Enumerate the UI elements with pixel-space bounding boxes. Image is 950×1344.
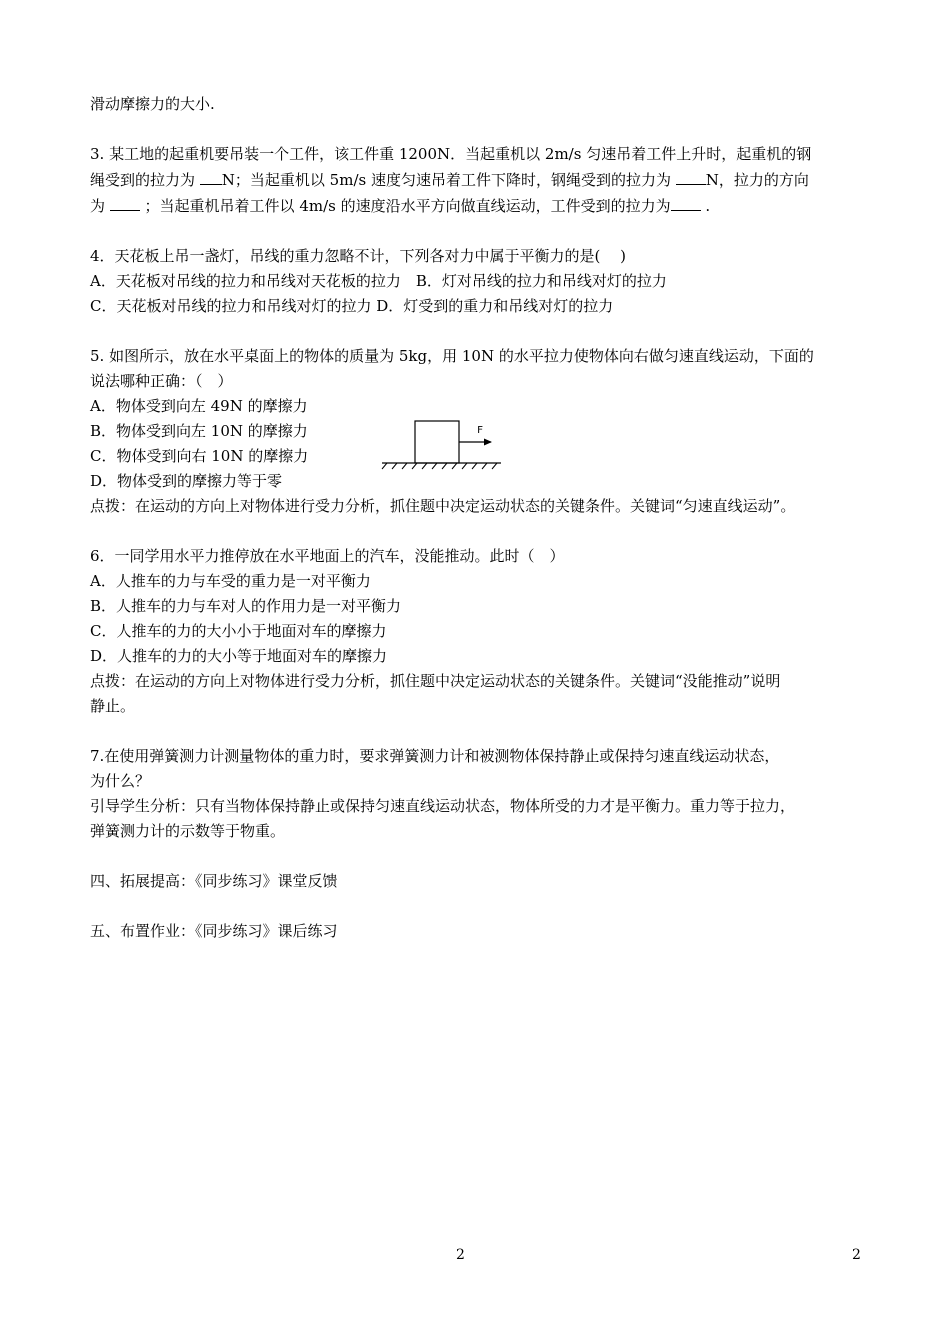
question-5-option-d: D．物体受到的摩擦力等于零	[90, 472, 283, 490]
question-6-hint-line-2: 静止。	[90, 697, 136, 715]
force-arrow-head	[484, 439, 492, 446]
question-5-line-2: 说法哪种正确：（ ）	[90, 372, 233, 390]
page-number-center: 2	[456, 1247, 465, 1263]
question-5-hint: 点拨：在运动的方向上对物体进行受力分析，抓住题中决定运动状态的关键条件。关键词“匀速直线运动”。	[90, 497, 796, 515]
question-5-line-1: 5. 如图所示，放在水平桌面上的物体的质量为 5kg，用 10N 的水平拉力使物体向右做匀速直线运动，下面的	[90, 347, 814, 365]
answer-blank[interactable]	[671, 193, 701, 211]
answer-blank[interactable]	[200, 167, 222, 185]
page-number-right: 2	[852, 1247, 861, 1263]
question-3-line-2: 绳受到的拉力为 N；当起重机以 5m/s 速度匀速吊着工件下降时，钢绳受到的拉力为 N，拉力的方向	[90, 167, 880, 193]
force-label: F	[477, 425, 484, 436]
question-6-option-d: D．人推车的力的大小等于地面对车的摩擦力	[90, 647, 388, 665]
text-line: 滑动摩擦力的大小.	[90, 95, 215, 113]
question-6-hint-line-1: 点拨：在运动的方向上对物体进行受力分析，抓住题中决定运动状态的关键条件。关键词“没能推动”说明	[90, 672, 781, 690]
question-7-analysis-line-1: 引导学生分析：只有当物体保持静止或保持匀速直线运动状态，物体所受的力才是平衡力。重力等于拉力，	[90, 797, 796, 815]
answer-blank[interactable]	[676, 167, 706, 185]
question-6-option-b: B．人推车的力与车对人的作用力是一对平衡力	[90, 597, 402, 615]
question-7-line-1: 7.在使用弹簧测力计测量物体的重力时，要求弹簧测力计和被测物体保持静止或保持匀速直线运动状态，	[90, 747, 780, 765]
question-7-line-2: 为什么？	[90, 772, 151, 790]
block	[415, 421, 459, 463]
ground-hatching	[382, 463, 497, 469]
question-6: 6．一同学用水平力推停放在水平地面上的汽车，没能推动。此时（ ）	[90, 547, 565, 565]
question-7-analysis-line-2: 弹簧测力计的示数等于物重。	[90, 822, 286, 840]
section-5-heading: 五、布置作业：《同步练习》课后练习	[90, 922, 338, 940]
question-5-option-b: B．物体受到向左 10N 的摩擦力	[90, 422, 308, 440]
document-body	[90, 92, 880, 944]
question-3-line-1: 3. 某工地的起重机要吊装一个工件，该工件重 1200N．当起重机以 2m/s 匀速吊着工件上升时，起重机的钢	[90, 145, 812, 163]
question-6-option-c: C．人推车的力的大小小于地面对车的摩擦力	[90, 622, 387, 640]
block-force-diagram	[379, 419, 504, 471]
question-4: 4．天花板上吊一盏灯，吊线的重力忽略不计，下列各对力中属于平衡力的是( )	[90, 247, 627, 265]
question-6-option-a: A．人推车的力与车受的重力是一对平衡力	[90, 572, 371, 590]
section-4-heading: 四、拓展提高：《同步练习》课堂反馈	[90, 872, 338, 890]
question-5-option-a: A．物体受到向左 49N 的摩擦力	[90, 397, 308, 415]
question-5-option-c: C．物体受到向右 10N 的摩擦力	[90, 447, 309, 465]
question-4-options-cd: C．天花板对吊线的拉力和吊线对灯的拉力 D．灯受到的重力和吊线对灯的拉力	[90, 297, 614, 315]
question-3-line-3: 为 ；当起重机吊着工件以 4m/s 的速度沿水平方向做直线运动，工件受到的拉力为 .	[90, 193, 880, 219]
answer-blank[interactable]	[110, 193, 140, 211]
question-4-options-ab: A．天花板对吊线的拉力和吊线对天花板的拉力 B．灯对吊线的拉力和吊线对灯的拉力	[90, 272, 667, 290]
